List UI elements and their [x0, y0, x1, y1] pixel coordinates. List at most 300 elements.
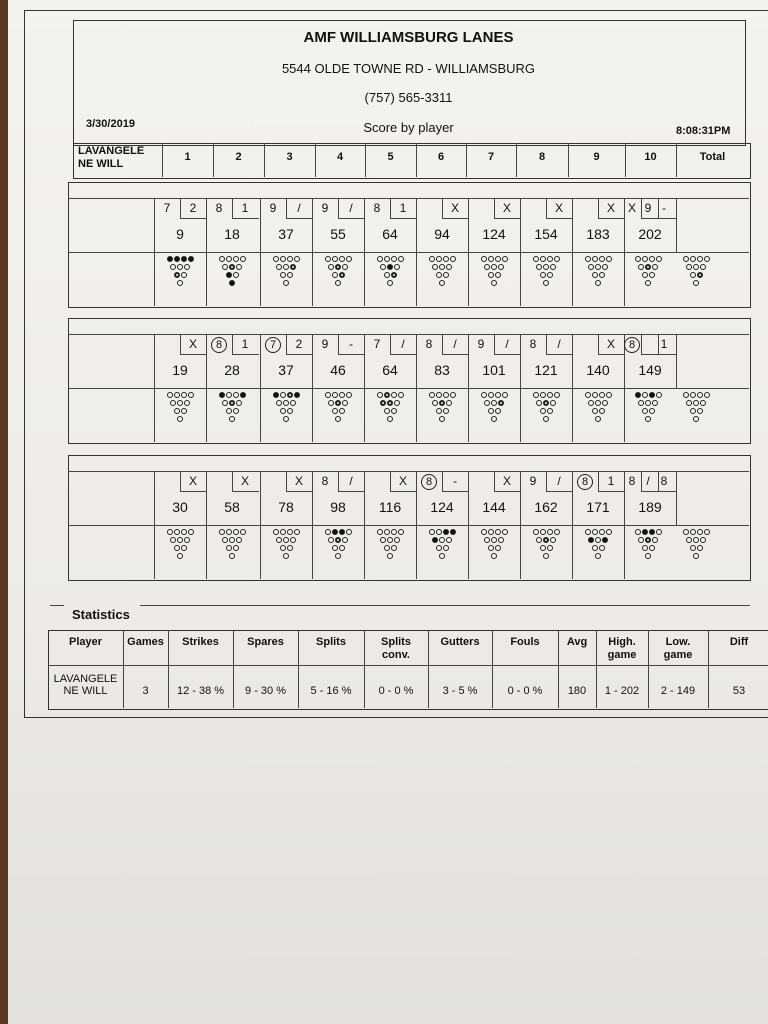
- ball-mark: /: [557, 337, 561, 351]
- pin-row: [472, 400, 516, 408]
- pin-10: [346, 392, 352, 398]
- pin-3: [339, 272, 345, 278]
- pin-row: [524, 264, 568, 272]
- pin-7: [481, 392, 487, 398]
- pin-9: [233, 392, 239, 398]
- pin-row: [420, 537, 464, 545]
- pin-diagram: [264, 392, 308, 424]
- pin-8: [226, 392, 232, 398]
- pin-row: [472, 537, 516, 545]
- stats-header-cell: Player: [68, 636, 103, 648]
- pin-7: [219, 529, 225, 535]
- cumulative-score: 140: [586, 362, 610, 378]
- frame-header-number: 7: [487, 151, 495, 163]
- pin-8: [592, 256, 598, 262]
- pin-6: [550, 264, 556, 270]
- ball-mark: 1: [241, 201, 249, 215]
- pin-9: [233, 529, 239, 535]
- pin-7: [325, 392, 331, 398]
- pin-1: [595, 416, 601, 422]
- ball-mark: 9: [269, 201, 277, 215]
- pin-6: [446, 537, 452, 543]
- pin-7: [167, 256, 173, 262]
- pin-7: [481, 529, 487, 535]
- pin-6: [498, 400, 504, 406]
- pin-10: [656, 392, 662, 398]
- pin-10: [554, 529, 560, 535]
- pin-7: [585, 392, 591, 398]
- pin-10: [502, 529, 508, 535]
- pin-8: [384, 392, 390, 398]
- cumulative-score: 101: [482, 362, 506, 378]
- pin-3: [599, 545, 605, 551]
- pin-5: [387, 400, 393, 406]
- pin-4: [588, 264, 594, 270]
- frame-header-number: 8: [538, 151, 546, 163]
- pin-1: [543, 553, 549, 559]
- cumulative-score: 9: [176, 226, 184, 242]
- pin-diagram: [210, 392, 254, 424]
- pin-6: [652, 537, 658, 543]
- pin-2: [280, 408, 286, 414]
- pin-row-rule: [68, 388, 749, 389]
- cumulative-score: 171: [586, 499, 610, 515]
- pin-4: [536, 537, 542, 543]
- ball-mark: [206, 337, 232, 353]
- venue-phone: (757) 565-3311: [364, 90, 453, 105]
- pin-9: [547, 256, 553, 262]
- pin-row: [368, 392, 412, 400]
- pin-5: [229, 537, 235, 543]
- pin-5: [335, 264, 341, 270]
- pin-4: [536, 264, 542, 270]
- pin-6: [498, 537, 504, 543]
- pin-2: [280, 272, 286, 278]
- pin-10: [294, 529, 300, 535]
- pin-4: [638, 264, 644, 270]
- pin-4: [686, 537, 692, 543]
- stats-value-cell: LAVANGELE: [53, 673, 118, 685]
- pin-4: [638, 537, 644, 543]
- pin-4: [170, 400, 176, 406]
- frame-header-number: 1: [184, 151, 191, 163]
- pin-row: [316, 256, 360, 264]
- cumulative-score: 55: [330, 226, 346, 242]
- ball-mark: /: [349, 474, 353, 488]
- frame-header-number: 6: [437, 151, 445, 163]
- pin-2: [540, 408, 546, 414]
- cumulative-score: 124: [430, 499, 454, 515]
- pin-7: [429, 392, 435, 398]
- pin-8: [174, 529, 180, 535]
- pin-10: [188, 529, 194, 535]
- pin-3: [599, 408, 605, 414]
- pin-9: [233, 256, 239, 262]
- pin-row: [472, 264, 516, 272]
- pin-2: [332, 545, 338, 551]
- pin-2: [488, 408, 494, 414]
- pin-10: [398, 529, 404, 535]
- pin-10: [450, 392, 456, 398]
- pin-1: [177, 280, 183, 286]
- cumulative-score: 121: [534, 362, 558, 378]
- pin-10: [606, 256, 612, 262]
- pin-7: [377, 392, 383, 398]
- cumulative-score: 189: [638, 499, 662, 515]
- pin-row: [264, 416, 308, 424]
- pin-10: [188, 392, 194, 398]
- pin-diagram: [420, 256, 464, 288]
- pin-3: [233, 408, 239, 414]
- pin-6: [700, 264, 706, 270]
- pin-9: [697, 256, 703, 262]
- pin-row: [674, 545, 718, 553]
- ball-mark: X: [606, 201, 615, 215]
- pin-row: [576, 553, 620, 561]
- stats-header-cell: Games: [127, 636, 164, 648]
- pin-7: [273, 529, 279, 535]
- cumulative-score: 37: [278, 362, 294, 378]
- pin-row: [210, 529, 254, 537]
- ball-mark: [624, 337, 640, 353]
- pin-row: [264, 400, 308, 408]
- pin-5: [177, 400, 183, 406]
- pin-8: [280, 256, 286, 262]
- pin-row: [368, 264, 412, 272]
- pin-3: [547, 272, 553, 278]
- pin-3: [181, 545, 187, 551]
- stats-header-cell: game: [663, 649, 693, 661]
- pin-3: [391, 545, 397, 551]
- cumulative-score: 98: [330, 499, 346, 515]
- pin-4: [432, 537, 438, 543]
- pin-3: [233, 545, 239, 551]
- pin-7: [429, 256, 435, 262]
- cumulative-score: 58: [224, 499, 240, 515]
- ball-mark: /: [401, 337, 405, 351]
- pin-2: [642, 272, 648, 278]
- ball-mark: 7: [373, 337, 381, 351]
- pin-row: [576, 264, 620, 272]
- ball-mark: 8: [425, 337, 433, 351]
- venue-address: 5544 OLDE TOWNE RD - WILLIAMSBURG: [281, 61, 536, 76]
- pin-row: [264, 408, 308, 416]
- pin-10: [704, 392, 710, 398]
- stats-value-cell: 5 - 16 %: [310, 685, 352, 697]
- pin-5: [283, 400, 289, 406]
- pin-3: [287, 272, 293, 278]
- ball-mark: X: [502, 474, 511, 488]
- pin-6: [652, 264, 658, 270]
- pin-2: [488, 545, 494, 551]
- pin-1: [439, 553, 445, 559]
- ball-mark: X: [554, 201, 563, 215]
- pin-4: [328, 537, 334, 543]
- frame-header-total: Total: [699, 151, 726, 163]
- pin-4: [222, 537, 228, 543]
- pin-3: [599, 272, 605, 278]
- pin-8: [488, 392, 494, 398]
- pin-1: [335, 553, 341, 559]
- split-circle: 8: [624, 337, 640, 353]
- pin-row: [674, 280, 718, 288]
- pin-1: [693, 553, 699, 559]
- cumulative-score: 183: [586, 226, 610, 242]
- frame-header-number: 3: [286, 151, 293, 163]
- pin-2: [332, 408, 338, 414]
- cumulative-score: 30: [172, 499, 188, 515]
- pin-5: [491, 400, 497, 406]
- pin-4: [484, 400, 490, 406]
- pin-8: [642, 529, 648, 535]
- pin-3: [495, 545, 501, 551]
- stats-value-cell: 3: [142, 685, 149, 697]
- print-date: 3/30/2019: [86, 118, 135, 130]
- pin-10: [294, 256, 300, 262]
- stats-value-cell: 9 - 30 %: [245, 685, 286, 697]
- pin-row: [674, 400, 718, 408]
- stats-value-cell: 0 - 0 %: [507, 685, 543, 697]
- pin-1: [439, 416, 445, 422]
- pin-row: [472, 280, 516, 288]
- ball-mark: 8: [529, 337, 537, 351]
- pin-3: [495, 272, 501, 278]
- pin-row: [316, 408, 360, 416]
- pin-diagram: [576, 392, 620, 424]
- pin-row: [316, 529, 360, 537]
- pin-8: [226, 529, 232, 535]
- cumulative-score: 83: [434, 362, 450, 378]
- stats-header-cell: Splits: [381, 636, 411, 648]
- pin-5: [543, 400, 549, 406]
- pin-10: [656, 256, 662, 262]
- pin-5: [645, 400, 651, 406]
- pin-row: [674, 392, 718, 400]
- pin-9: [599, 256, 605, 262]
- ball-mark: /: [349, 201, 353, 215]
- stats-header-cell: Avg: [566, 636, 588, 648]
- pin-row: [524, 392, 568, 400]
- score-sheet: [8, 0, 768, 1024]
- cumulative-score: 64: [382, 362, 398, 378]
- cumulative-score: 162: [534, 499, 558, 515]
- pin-row: [674, 408, 718, 416]
- pin-7: [377, 256, 383, 262]
- pin-row: [674, 529, 718, 537]
- pin-7: [533, 392, 539, 398]
- pin-row: [210, 264, 254, 272]
- ball-mark: X: [240, 474, 249, 488]
- pin-9: [287, 392, 293, 398]
- pin-4: [276, 264, 282, 270]
- pin-9: [287, 256, 293, 262]
- pin-2: [592, 408, 598, 414]
- pin-5: [543, 264, 549, 270]
- pin-diagram: [576, 529, 620, 561]
- ball-mark: X: [450, 201, 459, 215]
- pin-row: [626, 545, 670, 553]
- cumulative-score: 46: [330, 362, 346, 378]
- pin-1: [229, 416, 235, 422]
- pin-diagram: [674, 256, 718, 288]
- pin-4: [484, 264, 490, 270]
- pin-5: [693, 264, 699, 270]
- stats-value-cell: 53: [732, 685, 746, 697]
- pin-row: [626, 400, 670, 408]
- pin-8: [540, 256, 546, 262]
- pin-8: [690, 529, 696, 535]
- stats-header-cell: Fouls: [510, 636, 540, 648]
- pin-row: [576, 392, 620, 400]
- pin-2: [384, 408, 390, 414]
- pin-8: [226, 256, 232, 262]
- pin-2: [332, 272, 338, 278]
- pin-7: [219, 392, 225, 398]
- cumulative-score: 64: [382, 226, 398, 242]
- pin-diagram: [674, 392, 718, 424]
- pin-row: [524, 408, 568, 416]
- pin-row: [368, 416, 412, 424]
- pin-row: [368, 408, 412, 416]
- pin-5: [543, 537, 549, 543]
- pin-row: [626, 256, 670, 264]
- pin-4: [380, 400, 386, 406]
- cumulative-score: 116: [378, 499, 402, 515]
- ball-mark: /: [557, 474, 561, 488]
- pin-9: [495, 392, 501, 398]
- frame-header-number: 10: [644, 151, 657, 163]
- pin-2: [226, 545, 232, 551]
- pin-5: [595, 537, 601, 543]
- pin-2: [690, 545, 696, 551]
- pin-row: [420, 529, 464, 537]
- pin-4: [222, 264, 228, 270]
- pin-diagram: [626, 529, 670, 561]
- pin-row: [472, 408, 516, 416]
- pin-10: [704, 529, 710, 535]
- pin-5: [693, 400, 699, 406]
- stats-value-cell: 2 - 149: [660, 685, 696, 697]
- pin-row: [674, 553, 718, 561]
- pin-1: [229, 280, 235, 286]
- pin-3: [649, 408, 655, 414]
- pin-6: [290, 400, 296, 406]
- pin-1: [177, 553, 183, 559]
- pin-1: [335, 416, 341, 422]
- stats-header-cell: Gutters: [440, 636, 480, 648]
- pin-row: [472, 529, 516, 537]
- pin-row: [158, 272, 202, 280]
- pin-row: [210, 400, 254, 408]
- pin-7: [635, 256, 641, 262]
- stats-value-cell: 3 - 5 %: [442, 685, 478, 697]
- stats-value-cell: 0 - 0 %: [378, 685, 414, 697]
- pin-9: [495, 256, 501, 262]
- pin-10: [450, 529, 456, 535]
- pin-3: [649, 545, 655, 551]
- pin-diagram: [210, 256, 254, 288]
- ball-mark: [572, 474, 598, 490]
- pin-row: [264, 264, 308, 272]
- pin-3: [181, 272, 187, 278]
- pin-row: [158, 416, 202, 424]
- pin-3: [495, 408, 501, 414]
- pin-8: [488, 256, 494, 262]
- pin-10: [450, 256, 456, 262]
- pin-row: [472, 545, 516, 553]
- pin-row: [472, 553, 516, 561]
- ball-mark: 8: [321, 474, 329, 488]
- pin-9: [649, 392, 655, 398]
- pin-3: [181, 408, 187, 414]
- pin-4: [380, 537, 386, 543]
- pin-4: [536, 400, 542, 406]
- ball-mark: -: [662, 201, 666, 215]
- stats-header-cell: Strikes: [182, 636, 219, 648]
- pin-row: [524, 553, 568, 561]
- pin-2: [592, 545, 598, 551]
- pin-3: [391, 272, 397, 278]
- pin-row: [626, 529, 670, 537]
- pin-row: [420, 400, 464, 408]
- ball-mark: 9: [477, 337, 485, 351]
- pin-row: [420, 264, 464, 272]
- cumulative-score: 124: [482, 226, 506, 242]
- ball-mark: -: [453, 474, 457, 488]
- pin-10: [294, 392, 300, 398]
- pin-row: [264, 529, 308, 537]
- pin-9: [339, 256, 345, 262]
- ball-mark: /: [505, 337, 509, 351]
- frame-header-number: 4: [336, 151, 344, 163]
- cumulative-score: 28: [224, 362, 240, 378]
- ball-mark: 8: [373, 201, 381, 215]
- pin-7: [635, 392, 641, 398]
- frame-header-number: 2: [235, 151, 242, 163]
- pin-10: [606, 392, 612, 398]
- pin-row: [626, 408, 670, 416]
- pin-row: [420, 553, 464, 561]
- pin-8: [384, 529, 390, 535]
- pin-1: [439, 280, 445, 286]
- pin-8: [174, 392, 180, 398]
- pin-4: [276, 400, 282, 406]
- pin-2: [384, 545, 390, 551]
- pin-3: [547, 408, 553, 414]
- pin-row-rule: [68, 525, 749, 526]
- pin-3: [443, 545, 449, 551]
- pin-row: [264, 553, 308, 561]
- pin-row: [576, 280, 620, 288]
- pin-5: [283, 537, 289, 543]
- pin-10: [656, 529, 662, 535]
- pin-9: [443, 529, 449, 535]
- pin-row: [576, 400, 620, 408]
- pin-10: [188, 256, 194, 262]
- pin-9: [339, 392, 345, 398]
- frame-divider: [260, 471, 261, 579]
- pin-6: [290, 537, 296, 543]
- pin-7: [167, 529, 173, 535]
- pin-5: [387, 537, 393, 543]
- pin-5: [177, 264, 183, 270]
- pin-row: [420, 280, 464, 288]
- pin-diagram: [472, 392, 516, 424]
- pin-row: [210, 408, 254, 416]
- pin-row: [368, 400, 412, 408]
- pin-5: [645, 537, 651, 543]
- stats-header-cell: game: [607, 649, 637, 661]
